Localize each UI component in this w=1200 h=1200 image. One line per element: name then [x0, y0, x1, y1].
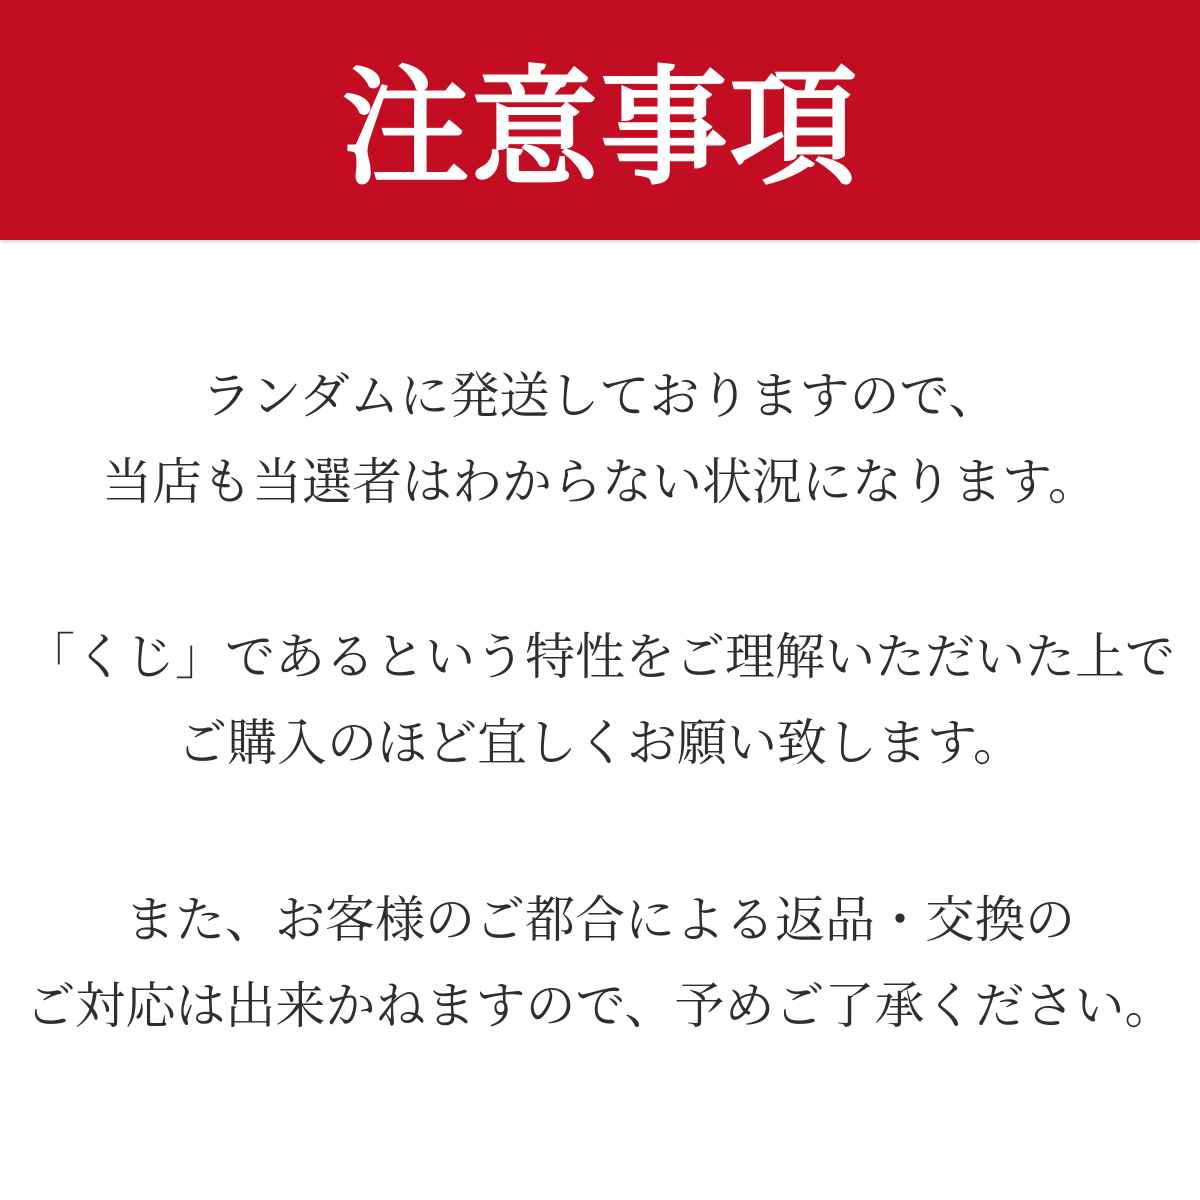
notice-paragraph-lottery [0, 614, 1200, 786]
page-title: 注意事項 [341, 57, 859, 200]
notice-line: 「くじ」であるという特性をご理解いただいた上で [25, 629, 1175, 685]
notice-paragraph-shipping [0, 353, 1200, 525]
notice-line: また、お客様のご都合による返品・交換の [125, 892, 1075, 948]
notice-line: ご対応は出来かねますので、予めご了承ください。 [25, 978, 1175, 1034]
notice-paragraph-returns [0, 877, 1200, 1049]
notice-banner [0, 0, 1200, 240]
notice-line: ランダムに発送しておりますので、 [201, 368, 999, 424]
notice-body [0, 353, 1200, 1049]
notice-line: 当店も当選者はわからない状況になります。 [102, 454, 1098, 510]
notice-line: ご購入のほど宜しくお願い致します。 [177, 715, 1023, 771]
